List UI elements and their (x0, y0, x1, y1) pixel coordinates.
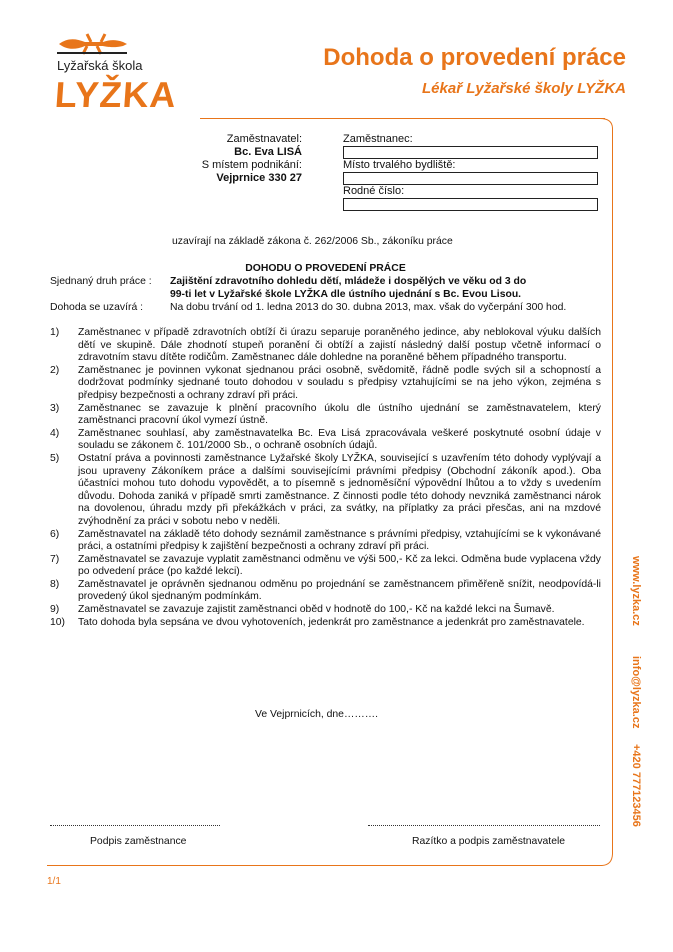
residence-label: Místo trvalého bydliště: (343, 159, 456, 171)
agreement-heading: DOHODU O PROVEDENÍ PRÁCE (245, 263, 406, 274)
document-title: Dohoda o provedení práce (323, 44, 626, 71)
list-item: 7) Zaměstnavatel se zavazuje vyplatit zaměstnanci odměnu ve výši 500,- Kč za lekci. Odměna bude vyplacena vždy po odvedení práce (po každé lekci). (50, 553, 601, 578)
logo-school-text: Lyžařská škola (57, 58, 143, 73)
residence-field[interactable] (343, 172, 598, 185)
duration-value: Na dobu trvání od 1. ledna 2013 do 30. dubna 2013, max. však do vyčerpání 300 hod. (170, 302, 567, 313)
list-item: 3) Zaměstnanec se zavazuje k plnění pracovního úkolu dle ústního ujednání se zaměstnavatelem, který zaměstnanci pracovní úkol vymezí ústně. (50, 402, 601, 427)
list-item: 9) Zaměstnavatel se zavazuje zajistit zaměstnanci oběd v hodnotě do 100,- Kč na každé lekci na Šumavě. (50, 604, 555, 616)
employer-label: Zaměstnavatel: (226, 133, 302, 145)
employer-name: Bc. Eva LISÁ (234, 146, 302, 158)
employer-block (150, 133, 302, 185)
employee-label: Zaměstnanec: (343, 133, 413, 145)
list-item: 6) Zaměstnavatel na základě této dohody seznámil zaměstnance s právními předpisy, vztahujícími se k vykonávané práci, a ostatními předpisy k zajištění bezpečnosti a ochrany zdraví při práci. (50, 528, 601, 553)
work-type-line-1: Zajištění zdravotního dohledu dětí, mládeže i dospělých ve věku od 3 do (170, 276, 527, 287)
employer-seat-label: S místem podnikání: (201, 159, 302, 171)
document-subtitle: Lékař Lyžařské školy LYŽKA (422, 80, 626, 97)
place-date: Ve Vejprnicích, dne………. (255, 709, 379, 720)
header-divider (200, 118, 605, 119)
employee-signature-line (50, 825, 220, 826)
birth-number-label: Rodné číslo: (343, 185, 405, 197)
contact-strip (628, 556, 648, 836)
list-item: 8) Zaměstnavatel je oprávněn sjednanou odměnu po projednání se zaměstnancem přiměřeně snížit, neodpovídá-li provedený úkol sjednaným podmínkám. (50, 578, 601, 603)
footer-divider (47, 865, 602, 866)
birth-number-field[interactable] (343, 198, 598, 211)
employer-signature-label: Razítko a podpis zaměstnavatele (412, 836, 566, 847)
work-type-value (170, 276, 610, 301)
employee-signature-label: Podpis zaměstnance (90, 836, 187, 847)
duration-label: Dohoda se uzavírá : (50, 302, 143, 313)
frame-corner-bottom (598, 826, 614, 866)
list-item: 10) Tato dohoda byla sepsána ve dvou vyhotoveních, jedenkrát pro zaměstnance a jedenkrát pro zaměstnavatele. (50, 616, 585, 628)
employer-seat: Vejprnice 330 27 (216, 172, 302, 184)
list-item: 1) Zaměstnanec v případě zdravotních obtíží či úrazu separuje poraněného jedince, aby neblokoval výuku dalších dětí ve skupině. Dále zhodnotí stupeň poranění či obtíží a zajistí následný další postup včetně informací o zdravotním stavu dítěte rodičům. Zaměstnanec dále dohledne na poraněné během případného transportu. (50, 327, 601, 364)
list-item: 4) Zaměstnanec souhlasí, aby zaměstnavatelka Bc. Eva Lisá zpracovávala veškeré poskytnuté osobní údaje v souladu se zákonem č. 101/2000 Sb., o ochraně osobních údajů. (50, 427, 601, 452)
terms-list (50, 327, 601, 629)
logo (53, 30, 179, 115)
list-item: 2) Zaměstnanec je povinnen vykonat sjednanou práci osobně, svědomitě, řádně podle svých sil a schopností a dodržovat podmínky sjednané touto dohodou v souladu s předpisy vztahujícími se na jeho výkon, zejména s předpisy bezpečnosti a ochrany zdraví při práci. (50, 364, 601, 401)
list-item: 5) Ostatní práva a povinnosti zaměstnance Lyžařské školy LYŽKA, související s uzavřením této dohody vyplývají a jsou upraveny Zákoníkem práce a dalšími souvisejícími právními předpisy (Obchodní zákoník apod.). Oba účastníci mohou tuto dohodu vypovědět, a to písemně s jednoměsíční výpovědní lhůtou a to vždy s uvedením důvodu. Dohoda zaniká v případě smrti zaměstnance. Z činnosti podle této dohody nevzniká zaměstnanci nárok na dovolenou, úhradu mzdy při překážkách v práci, za svátky, na příplatky za práci přesčas, ani na mzdové zvýhodnění za práci v sobotu nebo v neděli. (50, 452, 601, 527)
logo-brand-text: LYŽKA (53, 74, 179, 115)
work-type-line-2: 99-ti let v Lyžařské škole LYŽKA dle ústního ujednání s Bc. Evou Lisou. (170, 288, 522, 300)
work-type-label: Sjednaný druh práce : (50, 276, 152, 287)
website-link[interactable]: www.lyzka.cz (630, 556, 642, 626)
law-line: uzavírají na základě zákona č. 262/2006 Sb., zákoníku práce (172, 236, 453, 247)
right-frame-line (612, 128, 613, 828)
page-number: 1/1 (47, 876, 61, 887)
employee-name-field[interactable] (343, 146, 598, 159)
email-link[interactable]: info@lyzka.cz (630, 656, 642, 729)
phone-number: +420 777123456 (630, 744, 642, 827)
frame-corner-top (598, 118, 614, 132)
employer-signature-line (368, 825, 600, 826)
ski-lizard-logo-icon (57, 30, 129, 56)
